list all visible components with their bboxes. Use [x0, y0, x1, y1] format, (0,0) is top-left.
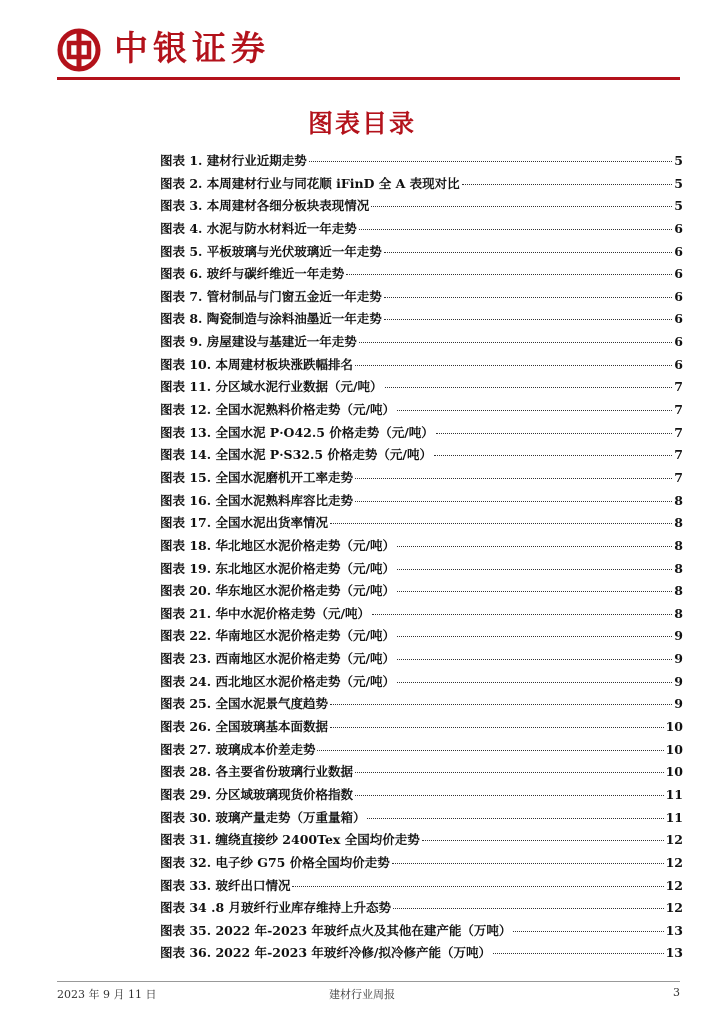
toc-entry-label: 图表 16. 全国水泥熟料库容比走势	[160, 492, 353, 508]
toc-entry-page: 7	[674, 424, 683, 440]
toc-entry[interactable]	[160, 219, 683, 242]
toc-entry[interactable]	[160, 559, 683, 582]
toc-entry-page: 7	[674, 402, 683, 418]
toc-dot-leader	[393, 908, 664, 909]
toc-dot-leader	[330, 727, 664, 728]
toc-entry[interactable]	[160, 332, 683, 355]
toc-entry-label: 图表 5. 平板玻璃与光伏玻璃近一年走势	[160, 243, 382, 259]
toc-entry-label: 图表 18. 华北地区水泥价格走势（元/吨）	[160, 537, 396, 553]
toc-entry[interactable]	[160, 513, 683, 536]
brand-name: 中银证券	[114, 29, 270, 69]
toc-entry-label: 图表 35. 2022 年-2023 年玻纤点火及其他在建产能（万吨）	[160, 922, 512, 938]
toc-dot-leader	[355, 478, 672, 479]
toc-entry-label: 图表 33. 玻纤出口情况	[160, 877, 291, 893]
toc-dot-leader	[384, 252, 673, 253]
toc-entry-page: 10	[665, 741, 683, 757]
toc-entry-page: 12	[665, 877, 683, 893]
toc-entry[interactable]	[160, 898, 683, 921]
toc-entry-label: 图表 14. 全国水泥 P·S32.5 价格走势（元/吨）	[160, 447, 432, 463]
toc-entry[interactable]	[160, 604, 683, 627]
toc-entry-page: 10	[665, 719, 683, 735]
toc-entry-page: 9	[674, 673, 683, 689]
toc-entry-label: 图表 11. 分区域水泥行业数据（元/吨）	[160, 379, 383, 395]
toc-dot-leader	[367, 818, 663, 819]
bank-of-china-logo-icon	[57, 28, 101, 72]
toc-entry-page: 9	[674, 628, 683, 644]
toc-entry-label: 图表 27. 玻璃成本价差走势	[160, 741, 316, 757]
toc-entry-label: 图表 28. 各主要省份玻璃行业数据	[160, 764, 353, 780]
footer-page-number: 3	[673, 986, 680, 999]
toc-dot-leader	[359, 229, 673, 230]
toc-entry-label: 图表 31. 缠绕直接纱 2400Tex 全国均价走势	[160, 832, 420, 848]
toc-dot-leader	[513, 931, 663, 932]
toc-entry-page: 5	[674, 153, 683, 168]
toc-dot-leader	[292, 886, 663, 887]
toc-dot-leader	[397, 569, 672, 570]
toc-dot-leader	[397, 546, 672, 547]
toc-dot-leader	[397, 591, 672, 592]
toc-dot-leader	[372, 614, 672, 615]
toc-entry-page: 12	[665, 854, 683, 870]
toc-entry[interactable]	[160, 491, 683, 514]
toc-title: 图表目录	[307, 109, 416, 138]
toc-entry-page: 5	[674, 198, 683, 214]
toc-dot-leader	[346, 274, 672, 275]
toc-entry[interactable]	[160, 196, 683, 219]
toc-entry-label: 图表 3. 本周建材各细分板块表现情况	[160, 198, 370, 214]
toc-entry[interactable]	[160, 853, 683, 876]
toc-dot-leader	[384, 297, 673, 298]
toc-dot-leader	[355, 365, 672, 366]
toc-entry[interactable]	[160, 808, 683, 831]
toc-entry-label: 图表 17. 全国水泥出货率情况	[160, 515, 328, 531]
toc-entry[interactable]	[160, 355, 683, 378]
toc-entry[interactable]	[160, 830, 683, 853]
toc-entry-label: 图表 1. 建材行业近期走势	[160, 153, 307, 168]
toc-dot-leader	[317, 750, 663, 751]
footer-divider	[57, 981, 680, 982]
toc-dot-leader	[392, 863, 664, 864]
toc-entry-page: 11	[665, 786, 683, 802]
toc-entry-page: 6	[674, 311, 683, 327]
toc-dot-leader	[493, 953, 664, 954]
toc-entry-page: 10	[665, 764, 683, 780]
toc-entry[interactable]	[160, 626, 683, 649]
toc-entry[interactable]	[160, 423, 683, 446]
toc-entry-label: 图表 13. 全国水泥 P·O42.5 价格走势（元/吨）	[160, 424, 434, 440]
toc-entry-label: 图表 26. 全国玻璃基本面数据	[160, 719, 328, 735]
toc-entry[interactable]	[160, 377, 683, 400]
toc-dot-leader	[462, 184, 673, 185]
toc-entry-page: 6	[674, 334, 683, 350]
toc-entry-label: 图表 30. 玻璃产量走势（万重量箱）	[160, 809, 366, 825]
toc-dot-leader	[309, 161, 673, 162]
toc-dot-leader	[371, 206, 672, 207]
toc-entry-page: 6	[674, 243, 683, 259]
toc-entry-label: 图表 4. 水泥与防水材料近一年走势	[160, 220, 357, 236]
footer-report-type: 建材行业周报	[329, 988, 395, 1001]
toc-entry-label: 图表 32. 电子纱 G75 价格全国均价走势	[160, 854, 390, 870]
toc-dot-leader	[397, 410, 672, 411]
toc-entry[interactable]	[160, 694, 683, 717]
toc-entry-label: 图表 7. 管材制品与门窗五金近一年走势	[160, 288, 382, 304]
toc-entry[interactable]	[160, 445, 683, 468]
toc-dot-leader	[384, 319, 673, 320]
toc-entry-label: 图表 23. 西南地区水泥价格走势（元/吨）	[160, 651, 396, 667]
toc-dot-leader	[330, 523, 672, 524]
toc-entry-page: 12	[665, 832, 683, 848]
toc-entry-label: 图表 21. 华中水泥价格走势（元/吨）	[160, 605, 371, 621]
toc-entry-label: 图表 24. 西北地区水泥价格走势（元/吨）	[160, 673, 396, 689]
toc-entry-label: 图表 8. 陶瓷制造与涂料油墨近一年走势	[160, 311, 382, 327]
toc-entry-page: 5	[674, 175, 683, 191]
toc-entry-label: 图表 6. 玻纤与碳纤维近一年走势	[160, 266, 345, 282]
toc-entry-page: 9	[674, 651, 683, 667]
toc-entry-page: 6	[674, 356, 683, 372]
toc-entry-page: 12	[665, 900, 683, 916]
header-divider	[57, 77, 680, 80]
toc-entry-page: 7	[674, 447, 683, 463]
toc-entry[interactable]	[160, 536, 683, 559]
toc-entry[interactable]	[160, 242, 683, 265]
toc-entry[interactable]	[160, 151, 683, 174]
toc-dot-leader	[355, 772, 664, 773]
toc-entry-label: 图表 9. 房屋建设与基建近一年走势	[160, 334, 357, 350]
toc-entry[interactable]	[160, 400, 683, 423]
toc-dot-leader	[330, 704, 672, 705]
toc-dot-leader	[355, 501, 672, 502]
toc-entry[interactable]	[160, 649, 683, 672]
toc-entry[interactable]	[160, 921, 683, 944]
footer-date: 2023 年 9 月 11 日	[57, 988, 157, 1001]
toc-entry-page: 6	[674, 266, 683, 282]
toc-entry[interactable]	[160, 717, 683, 740]
toc-entry[interactable]	[160, 943, 683, 966]
toc-entry-page: 7	[674, 469, 683, 485]
toc-dot-leader	[422, 840, 664, 841]
toc-entry-page: 8	[674, 515, 683, 531]
toc-list	[160, 151, 683, 966]
toc-entry-label: 图表 15. 全国水泥磨机开工率走势	[160, 469, 353, 485]
toc-entry-page: 13	[665, 922, 683, 938]
toc-entry[interactable]	[160, 287, 683, 310]
toc-dot-leader	[397, 682, 672, 683]
toc-entry-page: 8	[674, 537, 683, 553]
toc-entry-label: 图表 10. 本周建材板块涨跌幅排名	[160, 356, 353, 372]
toc-entry[interactable]	[160, 672, 683, 695]
toc-dot-leader	[359, 342, 673, 343]
toc-entry-label: 图表 12. 全国水泥熟料价格走势（元/吨）	[160, 402, 396, 418]
toc-entry[interactable]	[160, 740, 683, 763]
toc-entry[interactable]	[160, 468, 683, 491]
toc-dot-leader	[397, 659, 672, 660]
toc-dot-leader	[385, 387, 673, 388]
toc-dot-leader	[397, 636, 672, 637]
toc-entry-page: 9	[674, 696, 683, 712]
toc-entry-page: 6	[674, 220, 683, 236]
toc-entry-page: 8	[674, 560, 683, 576]
toc-entry-page: 8	[674, 492, 683, 508]
toc-dot-leader	[355, 795, 664, 796]
toc-entry-label: 图表 20. 华东地区水泥价格走势（元/吨）	[160, 583, 396, 599]
toc-entry[interactable]	[160, 785, 683, 808]
toc-entry-label: 图表 29. 分区域玻璃现货价格指数	[160, 786, 353, 802]
toc-entry[interactable]	[160, 174, 683, 197]
toc-entry-page: 11	[665, 809, 683, 825]
toc-entry[interactable]	[160, 581, 683, 604]
toc-entry[interactable]	[160, 762, 683, 785]
toc-entry-label: 图表 22. 华南地区水泥价格走势（元/吨）	[160, 628, 396, 644]
toc-entry[interactable]	[160, 309, 683, 332]
toc-dot-leader	[436, 433, 672, 434]
toc-entry-page: 8	[674, 605, 683, 621]
toc-entry-page: 6	[674, 288, 683, 304]
toc-entry-label: 图表 2. 本周建材行业与同花顺 iFinD 全 A 表现对比	[160, 175, 460, 191]
toc-entry-label: 图表 25. 全国水泥景气度趋势	[160, 696, 328, 712]
toc-dot-leader	[434, 455, 672, 456]
page-header	[0, 0, 724, 82]
toc-entry-label: 图表 19. 东北地区水泥价格走势（元/吨）	[160, 560, 396, 576]
toc-entry-label: 图表 34 .8 月玻纤行业库存维持上升态势	[160, 900, 392, 916]
toc-entry-page: 8	[674, 583, 683, 599]
toc-entry[interactable]	[160, 264, 683, 287]
toc-entry[interactable]	[160, 876, 683, 899]
toc-entry-page: 13	[665, 945, 683, 961]
toc-entry-label: 图表 36. 2022 年-2023 年玻纤冷修/拟冷修产能（万吨）	[160, 945, 491, 961]
toc-entry-page: 7	[674, 379, 683, 395]
